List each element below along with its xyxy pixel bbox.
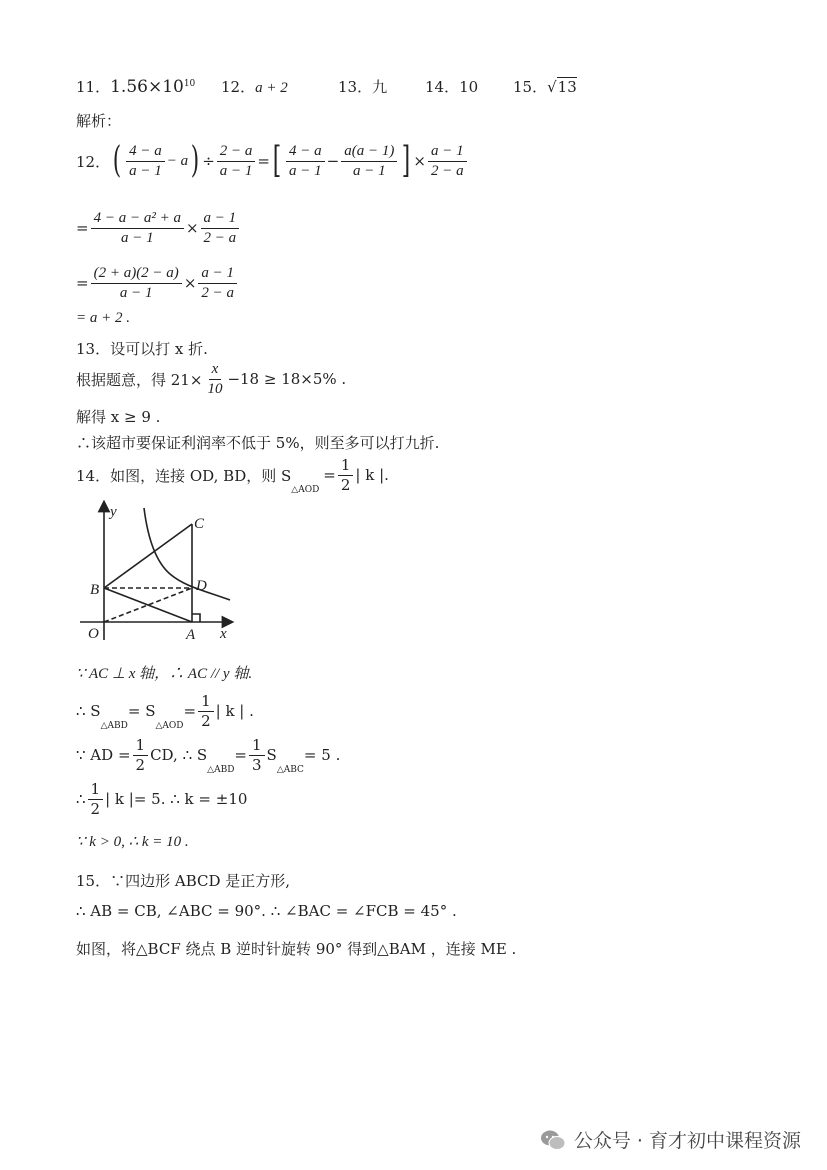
q12-line-3: = $\frac{(2 + a)(2 - a)}{a - 1}$ × $\frac{a - 1}{2 - a}$ xyxy=(76,264,239,303)
q14-line-1: 14．如图，连接 OD, BD，则 S $_{\triangle AOD}$ = $\frac{1}{2}$ | k |. xyxy=(76,456,389,495)
hyperbola xyxy=(144,508,230,600)
answer-14: 14．10 xyxy=(425,78,479,96)
label-x: x xyxy=(220,626,227,642)
q14-figure xyxy=(78,500,248,645)
q12-line-4: = a + 2 . xyxy=(76,310,130,326)
q14-line-5: ∴ $\frac{1}{2}$ | k |= 5. ∴ k = ±10 xyxy=(76,780,248,818)
answer-12: 12．a + 2 xyxy=(221,78,288,96)
label-D: D xyxy=(196,578,207,594)
label-y: y xyxy=(110,504,117,520)
q14-line-6: ∵ k > 0, ∴ k = 10 . xyxy=(76,834,189,850)
q14-line-4: ∵ AD = $\frac{1}{2}$ CD, ∴ S △ABD = $\frac{1}{3}$ S △ABC = 5 . xyxy=(76,736,341,775)
q13-line-4: ∴该超市要保证利润率不低于 5%，则至多可以打九折. xyxy=(76,434,440,452)
q15-line-3: 如图，将△BCF 绕点 B 逆时针旋转 90° 得到△BAM ，连接 ME . xyxy=(76,940,517,958)
answer-15: 15．√13 xyxy=(513,78,577,96)
wechat-icon xyxy=(540,1129,566,1151)
label-A: A xyxy=(186,627,196,643)
q14-line-3: ∴ S △ABD = S △AOD = $\frac{1}{2}$ | k | . xyxy=(76,692,254,731)
q13-line-3: 解得 x ≥ 9 . xyxy=(76,408,161,426)
q13-line-1: 13．设可以打 x 折. xyxy=(76,340,208,358)
q15-line-1: 15．∵四边形 ABCD 是正方形, xyxy=(76,872,291,890)
q15-line-2: ∴ AB = CB, ∠ABC = 90°. ∴ ∠BAC = ∠FCB = 45° . xyxy=(76,902,457,920)
label-O: O xyxy=(88,626,99,642)
label-C: C xyxy=(194,516,205,532)
q13-line-2: 根据题意，得 21× $\frac{x}{10}$ −18 ≥ 18×5% . xyxy=(76,361,347,397)
label-B: B xyxy=(90,582,100,598)
q12-line-1: 12． ( $\frac{4 - a}{a - 1}$ − a ) ÷ $\frac{2 - a}{a - 1}$ = [ $\frac{4 - a}{a - 1}$ − $\frac{a(a - 1)}{a - 1}$ ] × $\frac{a - 1}{2 - a}$ xyxy=(76,142,469,181)
q12-line-2: = $\frac{\text{4 − a − a² + a}}{a - 1}$ × $\frac{a - 1}{2 - a}$ xyxy=(76,209,241,248)
q14-line-2: ∵ AC ⊥ x 轴，∴ AC // y 轴. xyxy=(76,666,253,682)
right-angle-mark xyxy=(192,614,200,622)
watermark: 公众号 · 育才初中课程资源 xyxy=(540,1126,801,1153)
answer-13: 13．九 xyxy=(338,78,388,96)
answer-11: 11．$1.56\times 10^{10}$ xyxy=(76,77,196,97)
heading: 解析： xyxy=(76,112,122,130)
